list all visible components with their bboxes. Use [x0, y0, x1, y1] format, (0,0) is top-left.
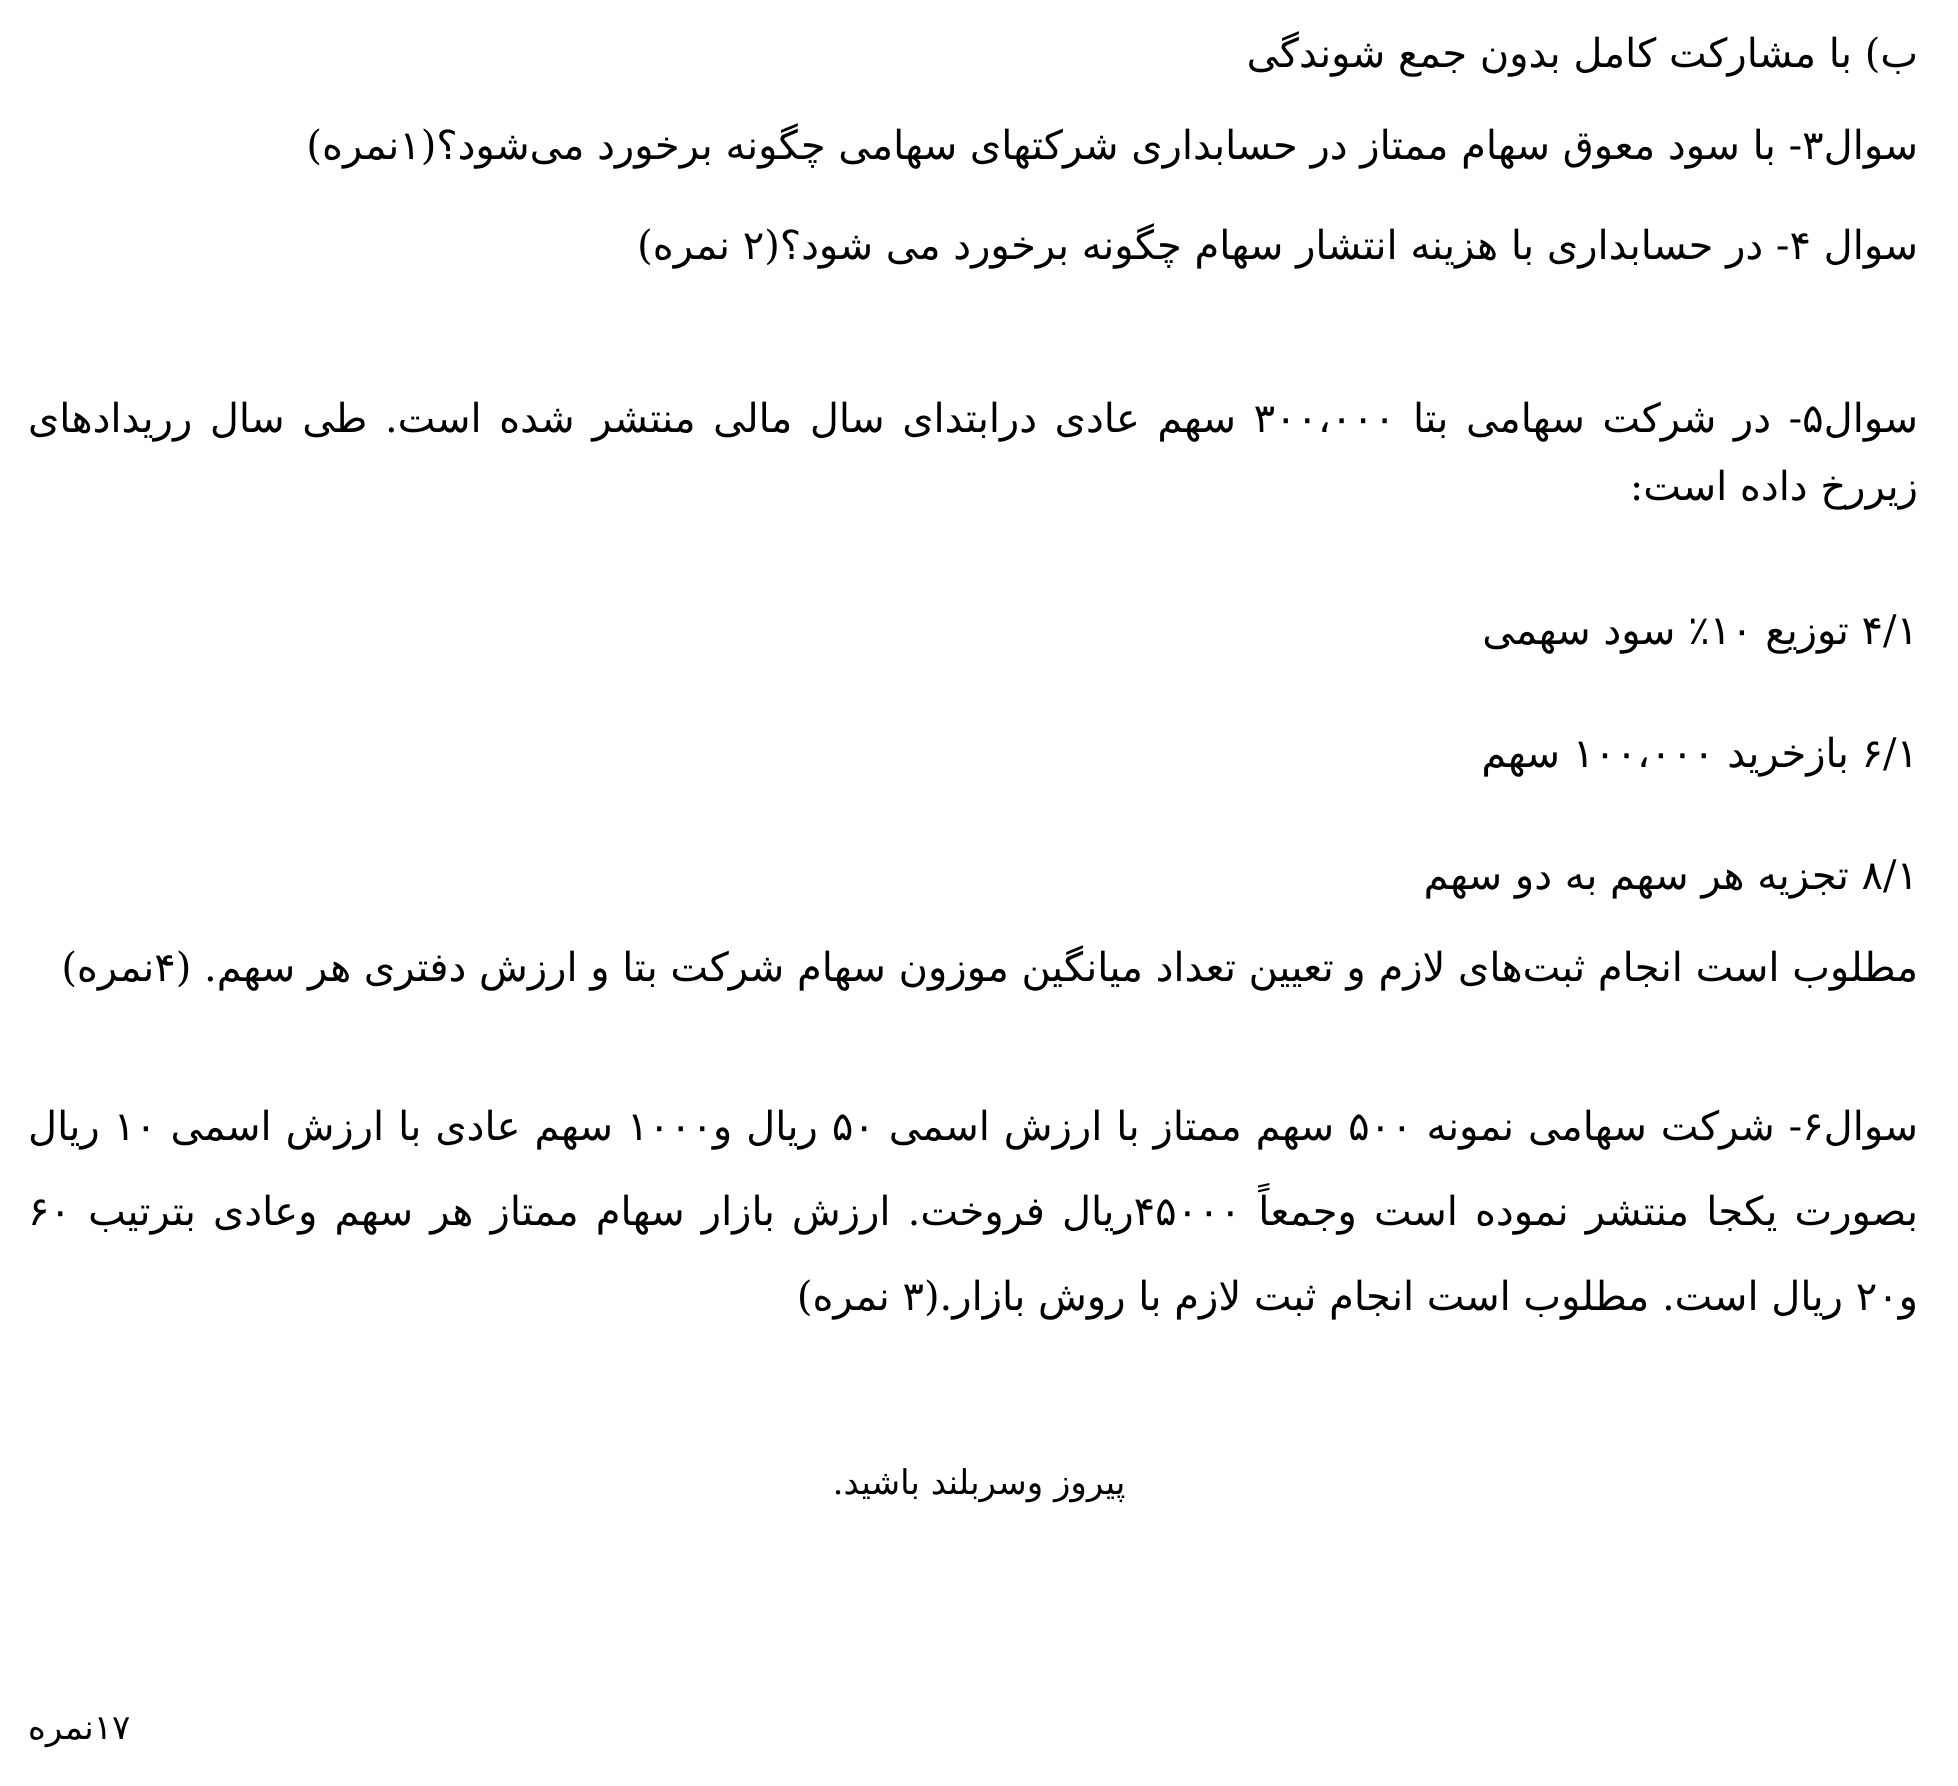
- question-5-intro: سوال۵- در شرکت سهامی بتا ۳۰۰،۰۰۰ سهم عادی درابتدای سال مالی منتشر شده است. طی سال رریدادهای زیررخ داده است:: [28, 396, 1918, 510]
- q5-item-1: ۴/۱ توزیع ۱۰٪ سود سهمی: [1482, 608, 1918, 654]
- q5-item-2: ۶/۱ بازخرید ۱۰۰،۰۰۰ سهم: [1481, 731, 1918, 777]
- item-b-text: ب) با مشارکت کامل بدون جمع شوندگی: [1246, 31, 1918, 77]
- question-4: سوال ۴- در حسابداری با هزینه انتشار سهام چگونه برخورد می شود؟(۲ نمره): [637, 223, 1918, 269]
- total-score: ۱۷نمره: [28, 1708, 131, 1748]
- closing-note: پیروز وسربلند باشید.: [832, 1463, 1126, 1503]
- question-5-requirement: مطلوب است انجام ثبت‌های لازم و تعیین تعداد میانگین موزون سهام شرکت بتا و ارزش دفتری هر سهم. (۴نمره): [61, 945, 1918, 991]
- question-6: سوال۶- شرکت سهامی نمونه ۵۰۰ سهم ممتاز با ارزش اسمی ۵۰ ریال و۱۰۰۰ سهم عادی با ارزش اسمی ۱۰ ریال بصورت یکجا منتشر نموده است وجمعاً ۴۵۰۰۰ریال فروخت. ارزش بازار سهام ممتاز هر سهم وعادی بترتیب ۶۰ و۲۰ ریال است. مطلوب است انجام ثبت لازم با روش بازار.(۳ نمره): [28, 1104, 1919, 1320]
- question-3: سوال۳- با سود معوق سهام ممتاز در حسابداری شرکتهای سهامی چگونه برخورد می‌شود؟(۱نمره): [306, 123, 1918, 169]
- q5-item-3: ۸/۱ تجزیه هر سهم به دو سهم: [1423, 853, 1918, 899]
